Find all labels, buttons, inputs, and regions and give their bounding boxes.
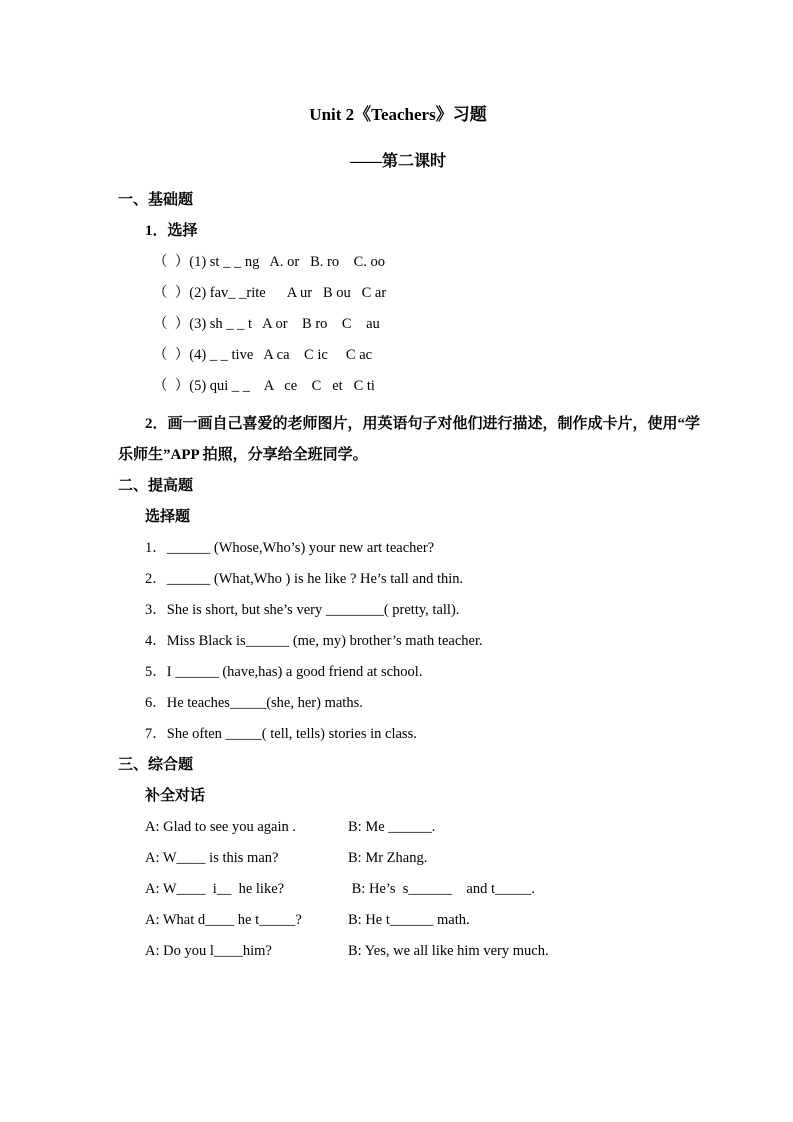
section1-item2-line2: 乐师生”APP 拍照，分享给全班同学。 xyxy=(118,447,368,463)
dialog-b-2: B: Mr Zhang. xyxy=(348,850,428,866)
choice-line-1: （ ）(1) st _ _ ng A. or B. ro C. oo xyxy=(153,254,385,270)
doc-title: Unit 2《Teachers》习题 xyxy=(309,105,487,124)
dialog-row-3 xyxy=(118,874,678,905)
dialog-row-2 xyxy=(118,843,678,874)
doc-subtitle: ——第二课时 xyxy=(349,153,446,170)
quiz-item-6: 6．He teaches_____(she, her) maths. xyxy=(145,695,363,711)
dialog-b-5: B: Yes, we all like him very much. xyxy=(348,943,549,959)
dialog-a-1: A: Glad to see you again . xyxy=(145,819,297,835)
choice-line-2: （ ）(2) fav_ _rite A ur B ou C ar xyxy=(153,285,387,301)
dialog-a-3: A: W____ i__ he like? xyxy=(145,881,285,897)
choice-line-4: （ ）(4) _ _ tive A ca C ic C ac xyxy=(153,347,373,363)
section3-heading: 三、综合题 xyxy=(118,757,194,773)
quiz-item-5: 5．I ______ (have,has) a good friend at school. xyxy=(145,664,423,680)
dialog-a-4: A: What d____ he t_____? xyxy=(145,912,302,928)
section1-item2-line1: 2．画一画自己喜爱的老师图片，用英语句子对他们进行描述，制作成卡片，使用“学 xyxy=(145,416,701,432)
dialog-a-5: A: Do you l____him? xyxy=(145,943,272,959)
quiz-item-4: 4．Miss Black is______ (me, my) brother’s math teacher. xyxy=(145,633,483,649)
choice-line-3: （ ）(3) sh _ _ t A or B ro C au xyxy=(153,316,380,332)
quiz-item-1: 1．______ (Whose,Who’s) your new art teacher? xyxy=(145,540,435,556)
dialog-row-1 xyxy=(118,812,678,843)
section3-subheading: 补全对话 xyxy=(145,788,206,804)
section1-heading: 一、基础题 xyxy=(118,192,194,208)
dialog-b-3: B: He’s s______ and t_____. xyxy=(348,881,535,897)
dialog-a-2: A: W____ is this man? xyxy=(145,850,279,866)
quiz-item-7: 7．She often _____( tell, tells) stories in class. xyxy=(145,726,417,742)
choice-line-5: （ ）(5) qui _ _ A ce C et C ti xyxy=(153,378,375,394)
section2-subheading: 选择题 xyxy=(145,509,191,525)
dialog-b-1: B: Me ______. xyxy=(348,819,436,835)
quiz-item-3: 3．She is short, but she’s very ________( pretty, tall). xyxy=(145,602,460,618)
dialog-b-4: B: He t______ math. xyxy=(348,912,470,928)
quiz-item-2: 2．______ (What,Who ) is he like ? He’s tall and thin. xyxy=(145,571,464,587)
dialog-row-5 xyxy=(118,936,678,967)
dialog-row-4 xyxy=(118,905,678,936)
section1-item1-label: 1．选择 xyxy=(145,223,198,239)
worksheet-body xyxy=(118,185,701,967)
section2-heading: 二、提高题 xyxy=(118,478,194,494)
